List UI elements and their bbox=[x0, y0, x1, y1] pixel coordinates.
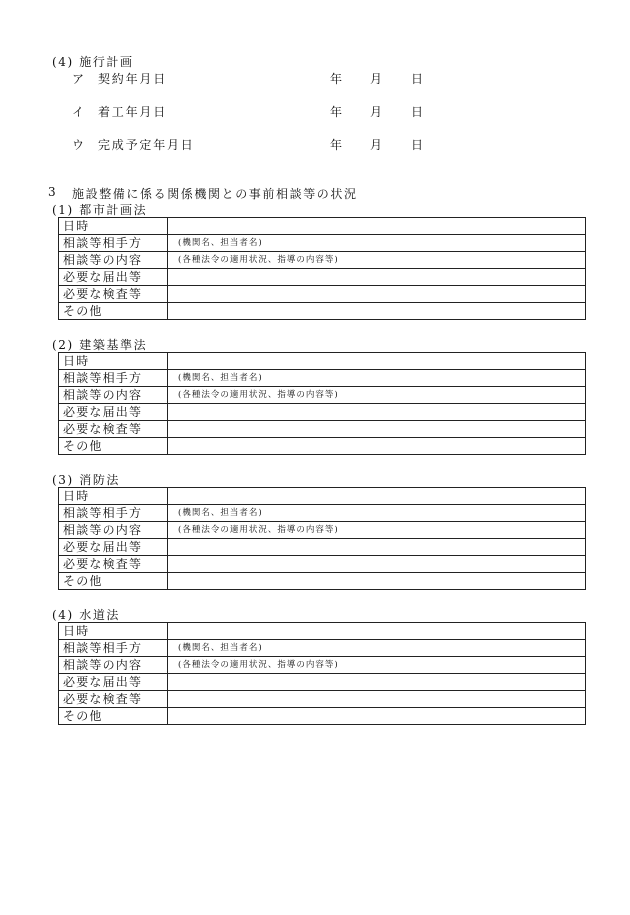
row-label: 相談等相手方 bbox=[59, 640, 168, 657]
table-row bbox=[59, 235, 586, 252]
table-row bbox=[59, 657, 586, 674]
schedule-row-label: 着工年月日 bbox=[98, 105, 168, 119]
row-value[interactable] bbox=[168, 488, 586, 505]
table-heading-water-supply: (4) 水道法 bbox=[52, 608, 121, 622]
row-value[interactable] bbox=[168, 353, 586, 370]
row-label: 日時 bbox=[59, 623, 168, 640]
row-value[interactable]: (各種法令の適用状況、指導の内容等) bbox=[168, 657, 586, 674]
section-3-title: 施設整備に係る関係機関との事前相談等の状況 bbox=[72, 187, 358, 201]
table-row bbox=[59, 522, 586, 539]
schedule-row-label: 完成予定年月日 bbox=[98, 138, 195, 152]
schedule-row-start bbox=[0, 103, 630, 121]
table-row bbox=[59, 505, 586, 522]
row-value[interactable]: (各種法令の適用状況、指導の内容等) bbox=[168, 522, 586, 539]
row-label: 必要な届出等 bbox=[59, 269, 168, 286]
table-row bbox=[59, 674, 586, 691]
row-label: 相談等の内容 bbox=[59, 657, 168, 674]
row-value[interactable] bbox=[168, 573, 586, 590]
row-label: 相談等の内容 bbox=[59, 522, 168, 539]
table-heading-building-standards: (2) 建築基準法 bbox=[52, 338, 148, 352]
schedule-row-marker: イ bbox=[72, 105, 85, 119]
consultation-table-city-planning bbox=[58, 217, 586, 320]
row-value[interactable] bbox=[168, 623, 586, 640]
day-unit: 日 bbox=[411, 72, 424, 86]
row-label: 日時 bbox=[59, 353, 168, 370]
row-label: 相談等の内容 bbox=[59, 252, 168, 269]
row-label: 必要な検査等 bbox=[59, 556, 168, 573]
row-label: その他 bbox=[59, 573, 168, 590]
row-label: その他 bbox=[59, 303, 168, 320]
schedule-row-completion bbox=[0, 136, 630, 154]
row-label: 相談等相手方 bbox=[59, 505, 168, 522]
row-label: 相談等相手方 bbox=[59, 370, 168, 387]
table-row bbox=[59, 218, 586, 235]
row-value[interactable]: (機関名、担当者名) bbox=[168, 370, 586, 387]
consultation-table-water-supply bbox=[58, 622, 586, 725]
row-label: 必要な届出等 bbox=[59, 404, 168, 421]
row-label: 相談等相手方 bbox=[59, 235, 168, 252]
row-value[interactable]: (各種法令の適用状況、指導の内容等) bbox=[168, 387, 586, 404]
row-value[interactable] bbox=[168, 269, 586, 286]
table-row bbox=[59, 387, 586, 404]
row-value[interactable] bbox=[168, 674, 586, 691]
row-label: その他 bbox=[59, 708, 168, 725]
month-unit: 月 bbox=[370, 138, 383, 152]
row-value[interactable] bbox=[168, 421, 586, 438]
schedule-row-label: 契約年月日 bbox=[98, 72, 168, 86]
row-value[interactable] bbox=[168, 438, 586, 455]
row-value[interactable] bbox=[168, 218, 586, 235]
row-label: 必要な届出等 bbox=[59, 674, 168, 691]
row-label: その他 bbox=[59, 438, 168, 455]
table-row bbox=[59, 573, 586, 590]
day-unit: 日 bbox=[411, 138, 424, 152]
row-value[interactable] bbox=[168, 303, 586, 320]
row-value[interactable] bbox=[168, 708, 586, 725]
table-row bbox=[59, 303, 586, 320]
row-value[interactable] bbox=[168, 556, 586, 573]
row-label: 日時 bbox=[59, 488, 168, 505]
year-unit: 年 bbox=[330, 105, 343, 119]
table-row bbox=[59, 556, 586, 573]
table-row bbox=[59, 404, 586, 421]
table-row bbox=[59, 708, 586, 725]
day-unit: 日 bbox=[411, 105, 424, 119]
row-value[interactable]: (各種法令の適用状況、指導の内容等) bbox=[168, 252, 586, 269]
table-row bbox=[59, 269, 586, 286]
row-label: 相談等の内容 bbox=[59, 387, 168, 404]
consultation-table-building-standards bbox=[58, 352, 586, 455]
row-label: 必要な検査等 bbox=[59, 421, 168, 438]
table-row bbox=[59, 252, 586, 269]
table-row bbox=[59, 438, 586, 455]
row-label: 日時 bbox=[59, 218, 168, 235]
year-unit: 年 bbox=[330, 72, 343, 86]
table-row bbox=[59, 370, 586, 387]
table-heading-fire-service: (3) 消防法 bbox=[52, 473, 121, 487]
row-label: 必要な検査等 bbox=[59, 286, 168, 303]
row-label: 必要な検査等 bbox=[59, 691, 168, 708]
row-value[interactable] bbox=[168, 286, 586, 303]
schedule-row-marker: ア bbox=[72, 72, 85, 86]
table-row bbox=[59, 623, 586, 640]
table-row bbox=[59, 640, 586, 657]
table-row bbox=[59, 286, 586, 303]
table-row bbox=[59, 539, 586, 556]
month-unit: 月 bbox=[370, 72, 383, 86]
consultation-table-fire-service bbox=[58, 487, 586, 590]
table-row bbox=[59, 353, 586, 370]
row-value[interactable]: (機関名、担当者名) bbox=[168, 235, 586, 252]
row-value[interactable] bbox=[168, 539, 586, 556]
schedule-row-contract bbox=[0, 70, 630, 88]
table-row bbox=[59, 421, 586, 438]
row-label: 必要な届出等 bbox=[59, 539, 168, 556]
section-3-number: 3 bbox=[48, 185, 58, 199]
row-value[interactable] bbox=[168, 691, 586, 708]
schedule-row-marker: ウ bbox=[72, 138, 85, 152]
table-row bbox=[59, 691, 586, 708]
table-row bbox=[59, 488, 586, 505]
month-unit: 月 bbox=[370, 105, 383, 119]
year-unit: 年 bbox=[330, 138, 343, 152]
row-value[interactable]: (機関名、担当者名) bbox=[168, 640, 586, 657]
schedule-heading: (4) 施行計画 bbox=[52, 55, 134, 69]
row-value[interactable] bbox=[168, 404, 586, 421]
row-value[interactable]: (機関名、担当者名) bbox=[168, 505, 586, 522]
table-heading-city-planning: (1) 都市計画法 bbox=[52, 203, 148, 217]
